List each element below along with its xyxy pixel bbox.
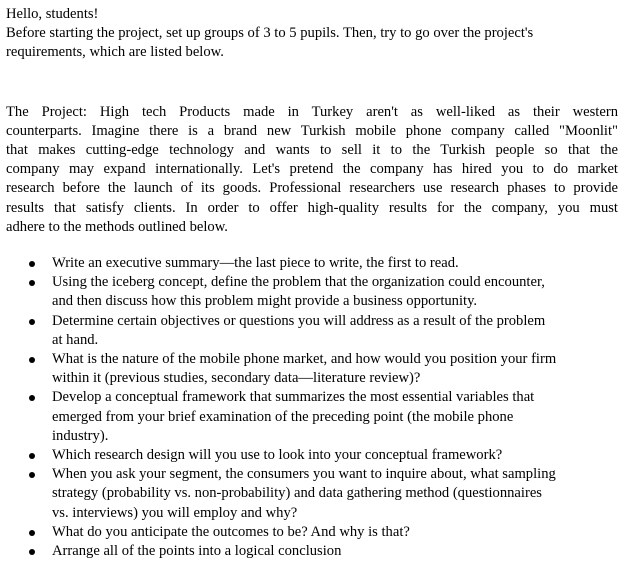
list-item (6, 446, 618, 465)
list-item-text: Using the iceberg concept, define the problem that the organization could encounter, (52, 274, 545, 291)
list-item-text: strategy (probability vs. non-probability) and data gathering method (questionnaires (52, 485, 542, 502)
bullet-icon (29, 453, 35, 459)
project-line: counterparts. Imagine there is a brand new Turkish mobile phone company called "Moonlit" (6, 122, 618, 139)
project-line: adhere to the methods outlined below. (6, 218, 228, 235)
list-item-text: emerged from your brief examination of the preceding point (the mobile phone (52, 408, 514, 425)
list-item (6, 523, 618, 542)
list-item-text: and then discuss how this problem might provide a business opportunity. (52, 293, 478, 310)
list-item (6, 312, 618, 350)
project-line: The Project: High tech Products made in Turkey aren't as well-liked as their western (6, 103, 618, 120)
greeting: Hello, students! (6, 6, 99, 22)
intro-paragraph (6, 24, 618, 62)
list-item-text: vs. interviews) you will employ and why? (52, 504, 298, 521)
bullet-icon (29, 357, 35, 363)
intro-line: requirements, which are listed below. (6, 44, 224, 61)
list-item (6, 350, 618, 388)
list-item-text: industry). (52, 427, 109, 444)
list-item-text: within it (previous studies, secondary data—literature review)? (52, 370, 421, 387)
bullet-icon (29, 319, 35, 325)
list-item-text: Arrange all of the points into a logical conclusion (52, 543, 342, 560)
list-item (6, 465, 618, 523)
bullet-icon (29, 472, 35, 478)
list-item-text: When you ask your segment, the consumers you want to inquire about, what sampling (52, 466, 556, 483)
intro-line: Before starting the project, set up groups of 3 to 5 pupils. Then, try to go over the project's (6, 25, 534, 42)
project-line: company may expand internationally. Let's pretend the company has hired you to do market (6, 161, 618, 178)
list-item-text: at hand. (52, 331, 99, 348)
list-item-text: Write an executive summary—the last piece to write, the first to read. (52, 255, 459, 272)
project-paragraph (6, 103, 618, 237)
list-item-text: Determine certain objectives or questions you will address as a result of the problem (52, 312, 546, 329)
list-item (6, 254, 618, 273)
bullet-icon (29, 261, 35, 267)
project-line: results that satisfy clients. In order to offer high-quality results for the company, you must (6, 199, 618, 216)
project-line: research before the launch of its goods. Professional researchers use research phases to provide (6, 180, 618, 197)
list-item-text: What do you anticipate the outcomes to be? And why is that? (52, 523, 410, 540)
bullet-icon (29, 549, 35, 555)
bullet-icon (29, 280, 35, 286)
bullet-icon (29, 395, 35, 401)
list-item (6, 542, 618, 561)
project-line: that makes cutting-edge technology and wants to sell it to the Turkish people so that the (6, 142, 618, 159)
bullet-icon (29, 530, 35, 536)
list-item-text: What is the nature of the mobile phone market, and how would you position your firm (52, 351, 557, 368)
requirements-list (6, 254, 618, 561)
list-item (6, 388, 618, 446)
list-item-text: Which research design will you use to look into your conceptual framework? (52, 447, 503, 464)
list-item-text: Develop a conceptual framework that summarizes the most essential variables that (52, 389, 535, 406)
list-item (6, 273, 618, 311)
